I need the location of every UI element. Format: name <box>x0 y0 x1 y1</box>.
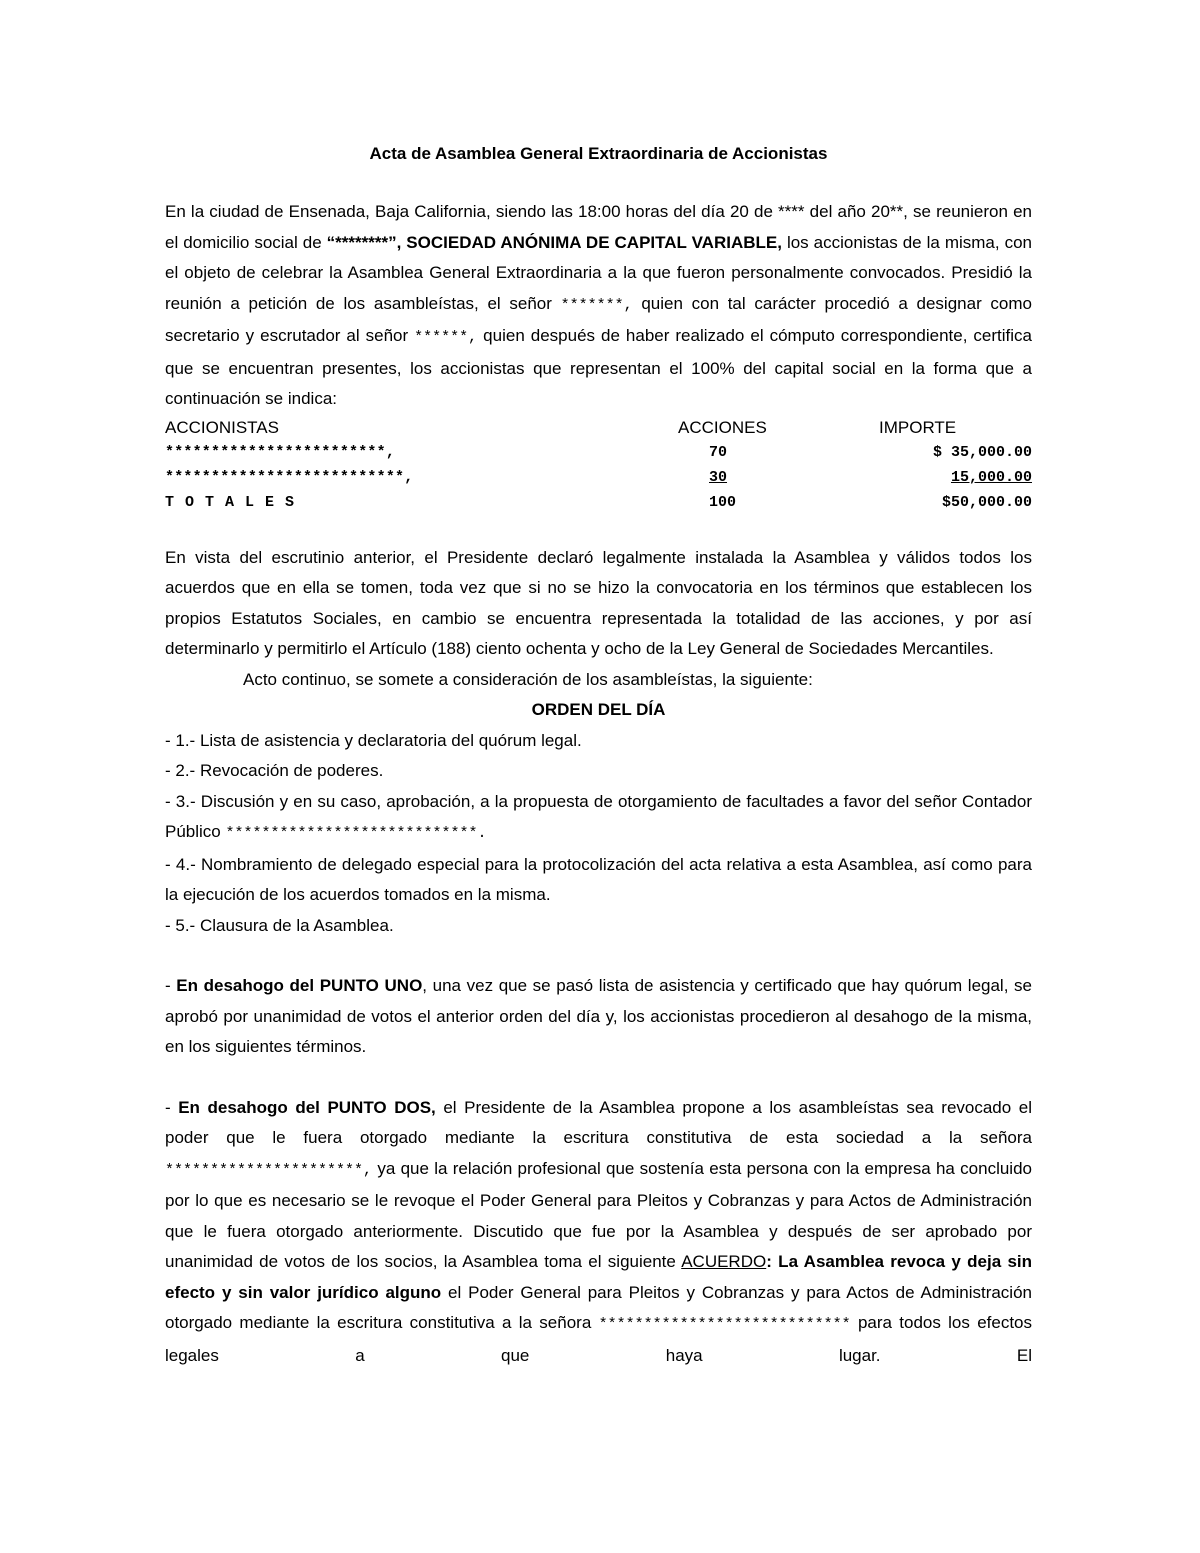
point-one-text: , una vez que se pasó lista de asistencia y certificado que hay quórum legal, se aprobó por unanimidad de votos el anterior orden del día y, los accionistas procedieron al desahogo de la misma, en los siguientes términos. <box>165 976 1032 1056</box>
amount-value: $ 35,000.00 <box>932 443 1032 461</box>
amount-value: 15,000.00 <box>950 468 1032 486</box>
accountant-mask: ****************************. <box>225 825 487 842</box>
agenda-heading <box>165 695 1032 726</box>
agreement-colon: : <box>766 1252 772 1271</box>
document-title: Acta de Asamblea General Extraordinaria de Accionistas <box>369 144 828 163</box>
intro-paragraph <box>165 197 1032 415</box>
shares-table <box>165 415 1032 513</box>
agreement-word: ACUERDO <box>681 1252 767 1271</box>
shares-value: 30 <box>709 468 728 486</box>
header-shareholders: ACCIONISTAS <box>165 417 279 437</box>
header-shares: ACCIONES <box>678 417 767 437</box>
company-mask: “********” <box>326 232 397 252</box>
point-one-heading: En desahogo del PUNTO UNO <box>176 976 423 995</box>
header-amount: IMPORTE <box>879 417 957 437</box>
spacer <box>165 941 1032 971</box>
table-totals-row <box>165 490 1032 515</box>
point-two-text-2: ya que la relación profesional que sostenía esta persona con la empresa ha concluido por lo que es necesario se le revoque el Poder General para Pleitos y Cobranzas y para Actos de Administración que le fuera otorgado anteriormente. Discutido que fue por la Asamblea y después de ser aprobado por unanimidad de votos de los socios, la Asamblea toma el siguiente <box>165 1158 1032 1271</box>
spacer <box>165 1063 1032 1093</box>
agenda-item-4: - 4.- Nombramiento de delegado especial para la protocolización del acta relativa a esta Asamblea, así como para la ejecución de los acuerdos tomados en la misma. <box>165 854 1032 904</box>
point-one-paragraph <box>165 971 1032 1063</box>
agenda-item-2: - 2.- Revocación de poderes. <box>165 761 384 780</box>
totals-amount: $50,000.00 <box>941 493 1032 511</box>
point-two-text-1: el Presidente de la Asamblea propone a los asambleístas sea revocado el poder que le fuera otorgado mediante la escritura constitutiva de esta sociedad a la señora <box>165 1097 1033 1147</box>
spacer <box>165 513 1032 543</box>
scrutiny-paragraph: En vista del escrutinio anterior, el Presidente declaró legalmente instalada la Asamblea y válidos todos los acuerdos que en ella se tomen, toda vez que si no se hizo la convocatoria en los términos que establecen los propios Estatutos Sociales, en cambio se encuentra representada la totalidad de las acciones, y por así determinarlo y permitirlo el Artículo (188) ciento ochenta y ocho de la Ley General de Sociedades Mercantiles. <box>165 547 1032 658</box>
secretary-mask: ******, <box>414 329 478 346</box>
totals-shares: 100 <box>709 493 737 511</box>
point-two-text-4: para todos los efectos legales a que haya lugar. El <box>165 1313 1032 1365</box>
table-header-row <box>165 415 1032 440</box>
intro-text-1: En la ciudad de Ensenada, Baja California, siendo las 18:00 horas del día 20 de **** del año 20**, se reunieron en el domicilio social de <box>165 202 1032 252</box>
agenda-item-3 <box>165 787 1032 850</box>
revoked-person-mask: **********************, <box>165 1161 373 1179</box>
point-one-prefix: - <box>165 976 177 995</box>
point-two-heading: En desahogo del PUNTO DOS, <box>178 1097 436 1117</box>
point-two-prefix: - <box>165 1097 179 1117</box>
shares-value: 70 <box>709 443 728 461</box>
agenda-item-1: - 1.- Lista de asistencia y declaratoria del quórum legal. <box>165 730 582 750</box>
shareholder-name: **************************, <box>165 468 414 486</box>
point-two-paragraph <box>165 1093 1032 1372</box>
company-type: , SOCIEDAD ANÓNIMA DE CAPITAL VARIABLE, <box>396 232 782 252</box>
agenda-item-3-text: - 3.- Discusión y en su caso, aprobación, a la propuesta de otorgamiento de facultades a favor del señor Contador Público <box>165 791 1032 841</box>
intro-text-2: los accionistas de la misma, con el objeto de celebrar la Asamblea General Extraordinaria a la que fueron personalmente convocados. Presidió la reunión a petición de los asambleístas, el señor <box>165 232 1032 313</box>
table-row <box>165 465 1032 490</box>
point-two-text-3: el Poder General para Pleitos y Cobranzas y para Actos de Administración otorgado mediante la escritura constitutiva a la señora <box>165 1282 1032 1332</box>
totals-label: T O T A L E S <box>165 493 296 511</box>
agreement-bold-text: La Asamblea revoca y deja sin efecto y sin valor jurídico alguno <box>165 1252 1033 1302</box>
table-row <box>165 440 1032 465</box>
intro-text-4: quien después de haber realizado el cómputo correspondiente, certifica que se encuentran presentes, los accionistas que representan el 100% del capital social en la forma que a continuación se indica: <box>165 326 1032 408</box>
agenda-heading-text: ORDEN DEL DÍA <box>531 700 666 719</box>
agenda-item-5: - 5.- Clausura de la Asamblea. <box>165 915 394 935</box>
intro-text-3: quien con tal carácter procedió a designar como secretario y escrutador al señor <box>165 293 1032 345</box>
act-paragraph: Acto continuo, se somete a consideración de los asambleístas, la siguiente: <box>243 669 813 689</box>
document-body <box>165 143 1032 1371</box>
revoked-person-mask-2: **************************** <box>598 1316 851 1333</box>
shareholder-name: ************************, <box>165 443 396 461</box>
president-mask: *******, <box>560 296 633 314</box>
